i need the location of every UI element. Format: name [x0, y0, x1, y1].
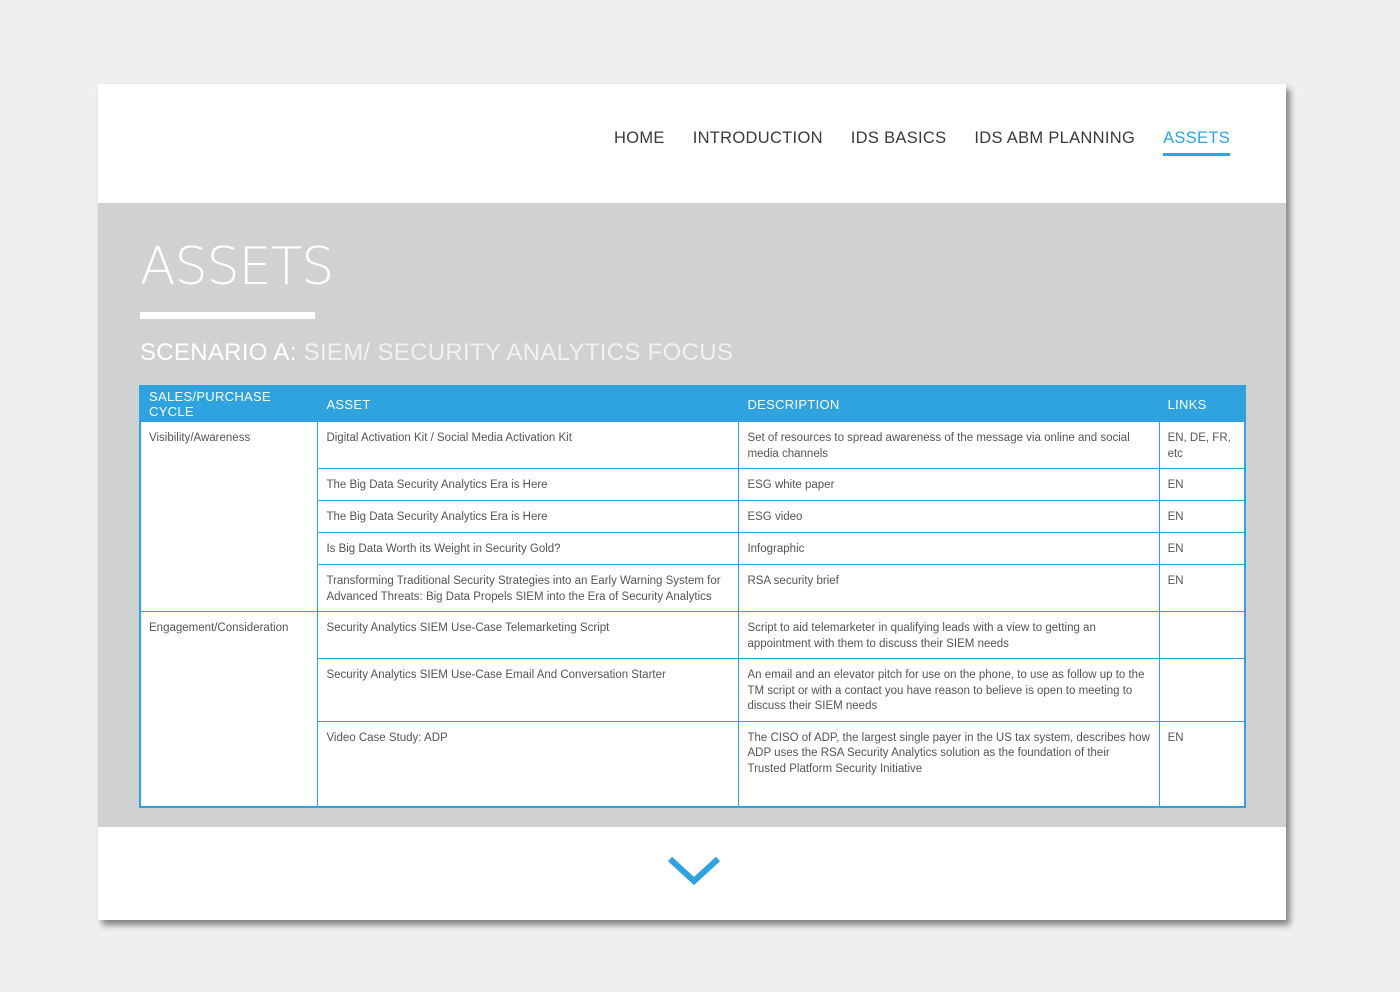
links-cell[interactable]: EN	[1159, 469, 1245, 501]
title-underline	[140, 312, 315, 319]
links-cell[interactable]	[1159, 659, 1245, 722]
table-row	[140, 422, 1245, 469]
column-header-asset: ASSET	[318, 386, 739, 422]
description-cell: Set of resources to spread awareness of the message via online and social media channels	[739, 422, 1159, 469]
assets-table	[139, 385, 1246, 808]
links-cell[interactable]: EN	[1159, 721, 1245, 807]
nav-item-home[interactable]: HOME	[614, 129, 665, 147]
description-cell: The CISO of ADP, the largest single payer in the US tax system, describes how ADP uses the RSA Security Analytics solution as the foundation of their Trusted Platform Security Initiative	[739, 721, 1159, 807]
description-cell: An email and an elevator pitch for use on the phone, to use as follow up to the TM script or with a contact you have reason to believe is open to meeting to discuss their SIEM needs	[739, 659, 1159, 722]
chevron-down-icon[interactable]	[667, 855, 721, 887]
content-band	[98, 203, 1286, 827]
description-cell: ESG white paper	[739, 469, 1159, 501]
nav-item-introduction[interactable]: INTRODUCTION	[692, 129, 823, 147]
asset-cell[interactable]: The Big Data Security Analytics Era is Here	[318, 501, 739, 533]
asset-cell[interactable]: Transforming Traditional Security Strategies into an Early Warning System for Advanced Threats: Big Data Propels SIEM into the Era of Security Analytics	[318, 565, 739, 612]
main-nav	[614, 129, 1230, 156]
scenario-prefix: SCENARIO A:	[140, 339, 297, 366]
stage-cell: Engagement/Consideration	[140, 612, 318, 807]
table-header-row	[140, 386, 1245, 422]
asset-cell[interactable]: Security Analytics SIEM Use-Case Telemarketing Script	[318, 612, 739, 659]
asset-cell[interactable]: Digital Activation Kit / Social Media Activation Kit	[318, 422, 739, 469]
description-cell: ESG video	[739, 501, 1159, 533]
column-header-cycle: SALES/PURCHASE CYCLE	[140, 386, 318, 422]
description-cell: Script to aid telemarketer in qualifying leads with a view to getting an appointment with them to discuss their SIEM needs	[739, 612, 1159, 659]
links-cell[interactable]	[1159, 612, 1245, 659]
scenario-name: SIEM/ SECURITY ANALYTICS FOCUS	[296, 339, 734, 366]
scenario-heading	[140, 339, 733, 367]
nav-item-ids-basics[interactable]: IDS BASICS	[850, 129, 947, 147]
page-footer	[98, 827, 1286, 920]
column-header-links: LINKS	[1159, 386, 1245, 422]
asset-cell[interactable]: The Big Data Security Analytics Era is Here	[318, 469, 739, 501]
asset-cell[interactable]: Is Big Data Worth its Weight in Security Gold?	[318, 533, 739, 565]
asset-cell[interactable]: Video Case Study: ADP	[318, 721, 739, 807]
column-header-description: DESCRIPTION	[739, 386, 1159, 422]
site-header	[98, 84, 1286, 203]
description-cell: RSA security brief	[739, 565, 1159, 612]
nav-item-ids-abm-planning[interactable]: IDS ABM PLANNING	[974, 129, 1136, 147]
nav-item-assets[interactable]: ASSETS	[1163, 129, 1230, 156]
table-row	[140, 612, 1245, 659]
links-cell[interactable]: EN	[1159, 501, 1245, 533]
page-frame	[98, 84, 1286, 920]
asset-cell[interactable]: Security Analytics SIEM Use-Case Email And Conversation Starter	[318, 659, 739, 722]
description-cell: Infographic	[739, 533, 1159, 565]
links-cell[interactable]: EN, DE, FR, etc	[1159, 422, 1245, 469]
stage-cell: Visibility/Awareness	[140, 422, 318, 612]
page-title: ASSETS	[140, 237, 334, 297]
links-cell[interactable]: EN	[1159, 565, 1245, 612]
links-cell[interactable]: EN	[1159, 533, 1245, 565]
